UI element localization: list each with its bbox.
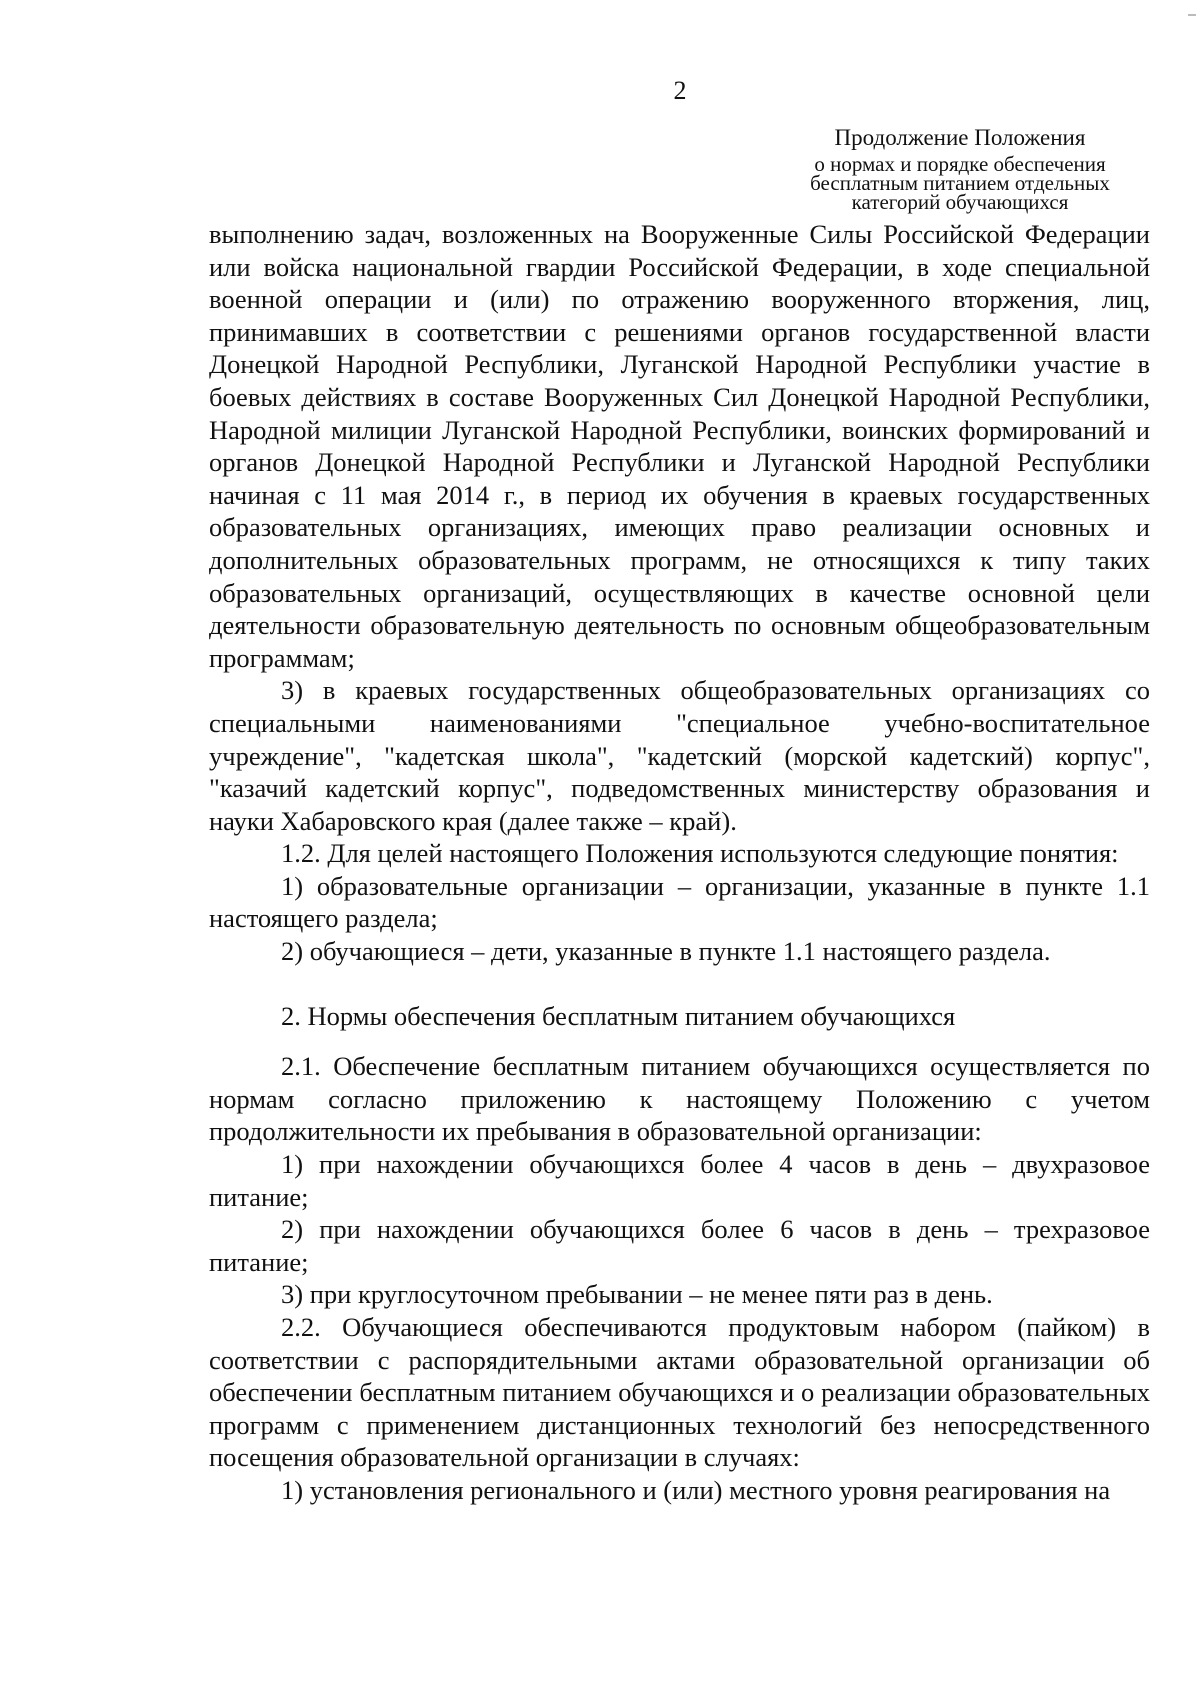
paragraph-2-1: 2.1. Обеспечение бесплатным питанием обучающихся осуществляется по нормам согласно приложению к настоящему Положению с учетом продолжительности их пребывания в образовательной организации: [209,1051,1150,1147]
page-number: 2 [673,76,687,105]
header-line: категорий обучающихся [851,190,1069,214]
scan-edge-mark [1188,14,1196,16]
paragraph-continuation: выполнению задач, возложенных на Вооруженные Силы Российской Федерации или войска национальной гвардии Российской Федерации, в ходе специальной военной операции и (или) по отражению вооруженного вторжения, лиц, принимавших в соответствии с решениями органов государственной власти Донецкой Народной Республики, Луганской Народной Республики участие в боевых действиях в составе Вооруженных Сил Донецкой Народной Республики, Народной милиции Луганской Народной Республики, воинских формирований и органов Донецкой Народной Республики и Луганской Народной Республики начиная с 11 мая 2014 г., в период их обучения в краевых государственных образовательных организациях, имеющих право реализации основных и дополнительных образовательных программ, не относящихся к типу таких образовательных организаций, осуществляющих в качестве основной цели деятельности образовательную деятельность по основным общеобразовательным программам; [209,219,1150,673]
paragraph-1-2-item-2: 2) обучающиеся – дети, указанные в пункте 1.1 настоящего раздела. [281,936,1051,967]
document-body [209,218,1150,1507]
section-heading-2: 2. Нормы обеспечения бесплатным питанием обучающихся [281,1000,956,1031]
paragraph-2-2: 2.2. Обучающиеся обеспечиваются продуктовым набором (пайком) в соответствии с распорядительными актами образовательной организации об обеспечении бесплатным питанием обучающихся и о реализации образовательных программ с применением дистанционных технологий без непосредственного посещения образовательной организации в случаях: [209,1312,1150,1473]
paragraph-2-2-item-1: 1) установления регионального и (или) местного уровня реагирования на [281,1474,1111,1505]
paragraph-2-1-item-1: 1) при нахождении обучающихся более 4 часов в день – двухразовое питание; [209,1149,1150,1212]
paragraph-item-3: 3) в краевых государственных общеобразовательных организациях со специальными наименованиями "специальное учебно-воспитательное учреждение", "кадетская школа", "кадетский (морской кадетский) корпус", "казачий кадетский корпус", подведомственных министерству образования и науки Хабаровского края (далее также – край). [209,675,1150,836]
paragraph-2-1-item-3: 3) при круглосуточном пребывании – не менее пяти раз в день. [281,1279,993,1310]
paragraph-1-2-item-1: 1) образовательные организации – организации, указанные в пункте 1.1 настоящего раздела; [209,870,1150,934]
header-line: бесплатным питанием отдельных [810,171,1110,195]
paragraph-2-1-item-2: 2) при нахождении обучающихся более 6 часов в день – трехразовое питание; [209,1214,1150,1277]
document-header-note [760,124,1160,212]
paragraph-1-2: 1.2. Для целей настоящего Положения используются следующие понятия: [281,838,1119,869]
header-line: о нормах и порядке обеспечения [814,152,1106,176]
header-title: Продолжение Положения [834,125,1086,150]
